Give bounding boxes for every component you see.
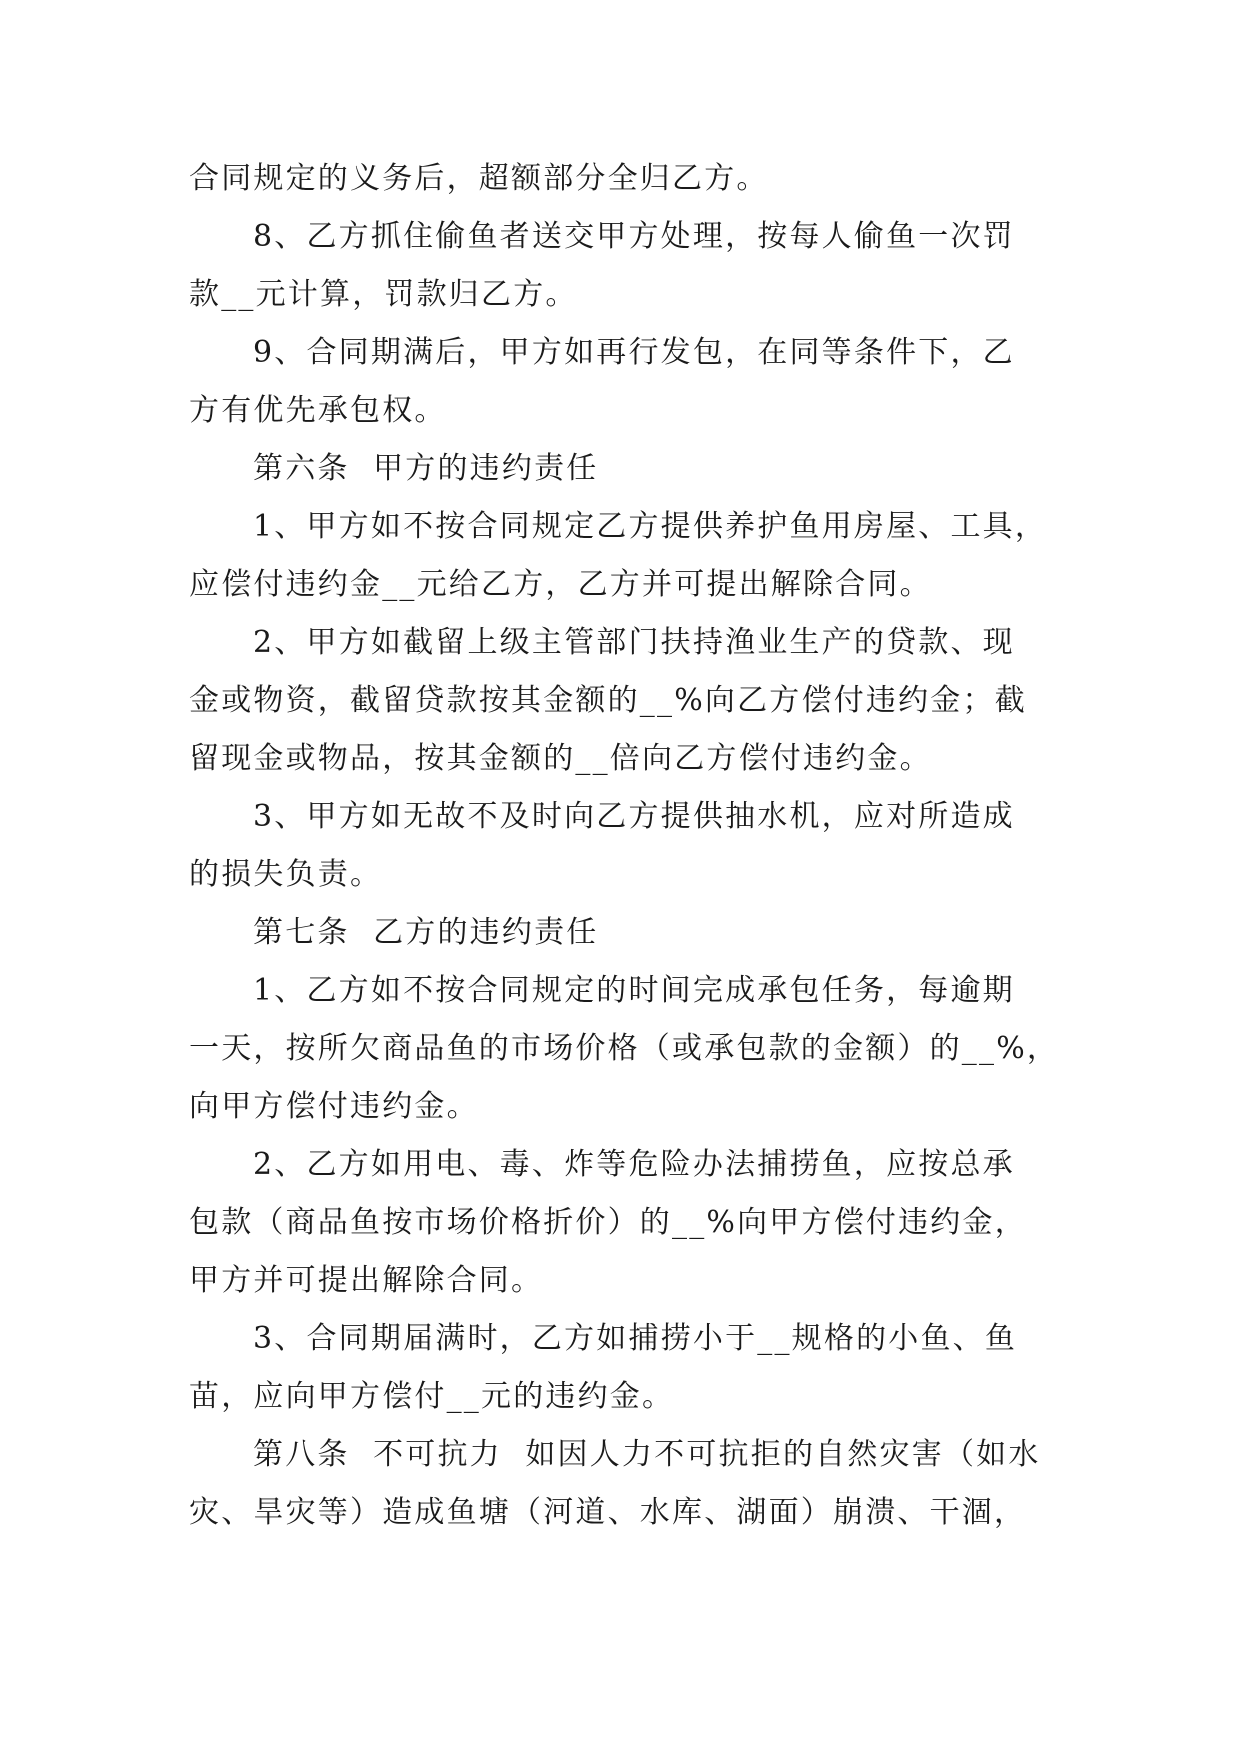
text-line: 8、乙方抓住偷鱼者送交甲方处理，按每人偷鱼一次罚	[253, 219, 1015, 254]
text-line: 灾、旱灾等）造成鱼塘（河道、水库、湖面）崩溃、干涸，	[189, 1495, 1027, 1530]
text-line: 留现金或物品，按其金额的__倍向乙方偿付违约金。	[189, 741, 932, 776]
section-heading: 第七条 乙方的违约责任	[253, 915, 599, 950]
text-line: 应偿付违约金__元给乙方，乙方并可提出解除合同。	[189, 567, 932, 602]
text-line: 包款（商品鱼按市场价格折价）的__%向甲方偿付违约金，	[189, 1205, 1027, 1240]
text-line: 甲方并可提出解除合同。	[189, 1263, 544, 1298]
text-line: 3、甲方如无故不及时向乙方提供抽水机，应对所造成	[253, 799, 1015, 834]
text-line: 苗，应向甲方偿付__元的违约金。	[189, 1379, 675, 1414]
text-line: 合同规定的义务后，超额部分全归乙方。	[189, 161, 769, 196]
text-line: 2、乙方如用电、毒、炸等危险办法捕捞鱼，应按总承	[253, 1147, 1015, 1182]
text-line: 向甲方偿付违约金。	[189, 1089, 479, 1124]
text-line: 款__元计算，罚款归乙方。	[189, 277, 578, 312]
section-heading: 第八条 不可抗力 如因人力不可抗拒的自然灾害（如水	[253, 1437, 1041, 1472]
section-heading: 第六条 甲方的违约责任	[253, 451, 599, 486]
text-line: 3、合同期届满时，乙方如捕捞小于__规格的小鱼、鱼	[253, 1321, 1018, 1356]
text-line: 的损失负责。	[189, 857, 383, 892]
document-body	[189, 150, 1060, 1542]
text-line: 方有优先承包权。	[189, 393, 447, 428]
text-line: 9、合同期满后，甲方如再行发包，在同等条件下，乙	[253, 335, 1015, 370]
text-line: 一天，按所欠商品鱼的市场价格（或承包款的金额）的__%，	[189, 1031, 1060, 1066]
text-line: 1、乙方如不按合同规定的时间完成承包任务，每逾期	[253, 973, 1015, 1008]
text-line: 金或物资，截留贷款按其金额的__%向乙方偿付违约金；截	[189, 683, 1027, 718]
text-line: 2、甲方如截留上级主管部门扶持渔业生产的贷款、现	[253, 625, 1015, 660]
text-line: 1、甲方如不按合同规定乙方提供养护鱼用房屋、工具，	[253, 509, 1048, 544]
